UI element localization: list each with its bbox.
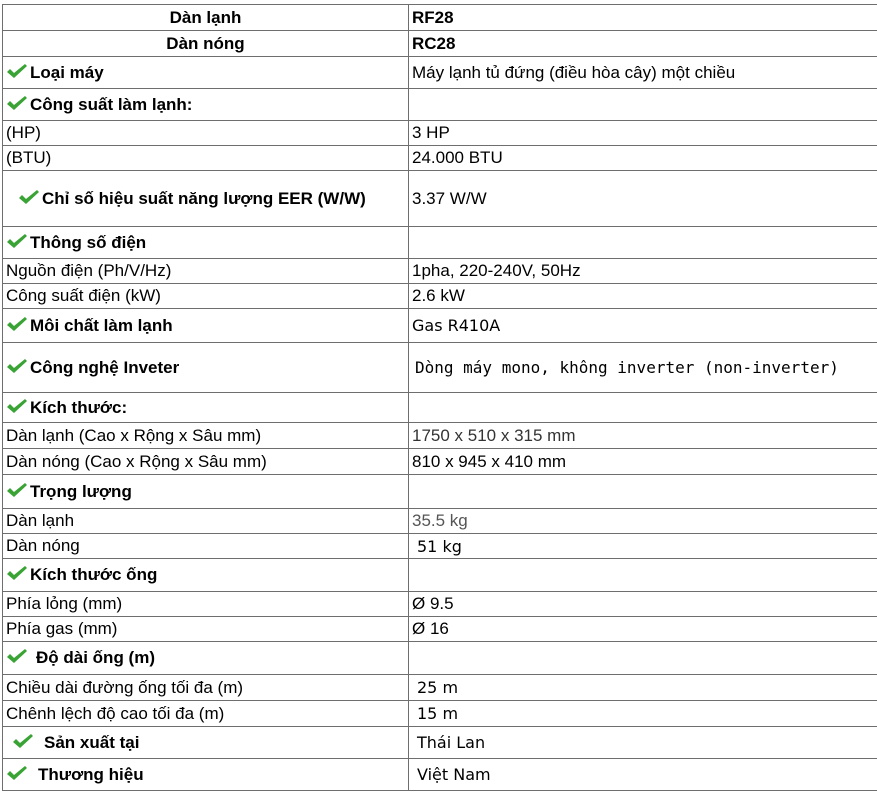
- table-row: [3, 284, 877, 309]
- table-row: [3, 759, 877, 791]
- check-icon: [6, 765, 28, 781]
- weight-cell: [3, 475, 409, 509]
- power-label: Công suất điện (kW): [3, 284, 409, 309]
- table-row: [3, 121, 877, 146]
- pipe-liquid-value: Ø 9.5: [409, 592, 877, 617]
- power-value: 2.6 kW: [409, 284, 877, 309]
- table-row: [3, 227, 877, 259]
- table-row: [3, 509, 877, 534]
- electric-cell: [3, 227, 409, 259]
- type-value: Máy lạnh tủ đứng (điều hòa cây) một chiều: [409, 57, 877, 89]
- refrigerant-value: Gas R410A: [409, 309, 877, 343]
- table-row: [3, 423, 877, 449]
- weight-indoor-value: 35.5 kg: [409, 509, 877, 534]
- check-icon: [6, 316, 28, 332]
- power-source-label: Nguồn điện (Ph/V/Hz): [3, 259, 409, 284]
- weight-indoor-label: Dàn lạnh: [3, 509, 409, 534]
- cooling-label: Công suất làm lạnh:: [30, 94, 193, 114]
- table-row: [3, 309, 877, 343]
- table-row: [3, 343, 877, 393]
- max-height-value: 15 m: [409, 701, 877, 727]
- made-in-label: Sản xuất tại: [44, 732, 140, 752]
- tech-label: Công nghệ Inveter: [30, 357, 180, 377]
- pipe-liquid-label: Phía lỏng (mm): [3, 592, 409, 617]
- table-row: [3, 559, 877, 592]
- check-icon: [6, 233, 28, 249]
- size-value: [409, 393, 877, 423]
- weight-value: [409, 475, 877, 509]
- spec-table: [2, 4, 877, 791]
- table-row: [3, 31, 877, 57]
- type-label: Loại máy: [30, 62, 104, 82]
- table-row: [3, 5, 877, 31]
- refrigerant-label: Môi chất làm lạnh: [30, 315, 173, 335]
- table-row: [3, 642, 877, 675]
- max-length-label: Chiều dài đường ống tối đa (m): [3, 675, 409, 701]
- electric-label: Thông số điện: [30, 232, 147, 252]
- weight-outdoor-value: 51 kg: [409, 534, 877, 559]
- table-row: [3, 259, 877, 284]
- size-outdoor-value: 810 x 945 x 410 mm: [409, 449, 877, 475]
- cooling-value: [409, 89, 877, 121]
- brand-value: Việt Nam: [409, 759, 877, 791]
- power-source-value: 1pha, 220-240V, 50Hz: [409, 259, 877, 284]
- weight-outdoor-label: Dàn nóng: [3, 534, 409, 559]
- pipe-gas-label: Phía gas (mm): [3, 617, 409, 642]
- check-icon: [6, 95, 28, 111]
- size-outdoor-label: Dàn nóng (Cao x Rộng x Sâu mm): [3, 449, 409, 475]
- table-row: [3, 57, 877, 89]
- pipe-label: Kích thước ống: [30, 565, 158, 584]
- check-icon: [12, 733, 34, 749]
- btu-label: (BTU): [3, 146, 409, 171]
- table-row: [3, 675, 877, 701]
- eer-cell: [3, 171, 409, 227]
- pipe-gas-value: Ø 16: [409, 617, 877, 642]
- check-icon: [6, 63, 28, 79]
- brand-cell: [3, 759, 409, 791]
- table-row: [3, 449, 877, 475]
- hp-value: 3 HP: [409, 121, 877, 146]
- table-row: [3, 534, 877, 559]
- table-row: [3, 171, 877, 227]
- type-cell: [3, 57, 409, 89]
- table-row: [3, 89, 877, 121]
- eer-value: 3.37 W/W: [409, 171, 877, 227]
- table-row: [3, 617, 877, 642]
- outdoor-label: Dàn nóng: [3, 31, 409, 57]
- check-icon: [6, 398, 28, 414]
- pipe-length-cell: [3, 642, 409, 675]
- tech-value: Dòng máy mono, không inverter (non-inverter): [409, 343, 877, 393]
- pipe-value: [409, 559, 877, 592]
- outdoor-value: RC28: [409, 31, 877, 57]
- max-height-label: Chênh lệch độ cao tối đa (m): [3, 701, 409, 727]
- refrigerant-cell: [3, 309, 409, 343]
- indoor-value: RF28: [409, 5, 877, 31]
- table-row: [3, 701, 877, 727]
- table-row: [3, 146, 877, 171]
- weight-label: Trọng lượng: [30, 481, 132, 501]
- btu-value: 24.000 BTU: [409, 146, 877, 171]
- made-in-cell: [3, 727, 409, 759]
- eer-label: Chỉ số hiệu suất năng lượng EER (W/W): [42, 188, 366, 208]
- electric-value: [409, 227, 877, 259]
- made-in-value: Thái Lan: [409, 727, 877, 759]
- check-icon: [6, 482, 28, 498]
- size-label: Kích thước:: [30, 397, 128, 417]
- cooling-cell: [3, 89, 409, 121]
- pipe-length-label: Độ dài ống (m): [36, 648, 155, 667]
- indoor-label: Dàn lạnh: [3, 5, 409, 31]
- check-icon: [6, 565, 28, 581]
- table-row: [3, 393, 877, 423]
- pipe-cell: [3, 559, 409, 592]
- max-length-value: 25 m: [409, 675, 877, 701]
- size-indoor-value: 1750 x 510 x 315 mm: [409, 423, 877, 449]
- table-row: [3, 727, 877, 759]
- table-row: [3, 592, 877, 617]
- check-icon: [18, 189, 40, 205]
- check-icon: [6, 648, 28, 664]
- table-row: [3, 475, 877, 509]
- size-indoor-label: Dàn lạnh (Cao x Rộng x Sâu mm): [3, 423, 409, 449]
- brand-label: Thương hiệu: [38, 764, 144, 784]
- check-icon: [6, 358, 28, 374]
- hp-label: (HP): [3, 121, 409, 146]
- tech-cell: [3, 343, 409, 393]
- size-cell: [3, 393, 409, 423]
- pipe-length-value: [409, 642, 877, 675]
